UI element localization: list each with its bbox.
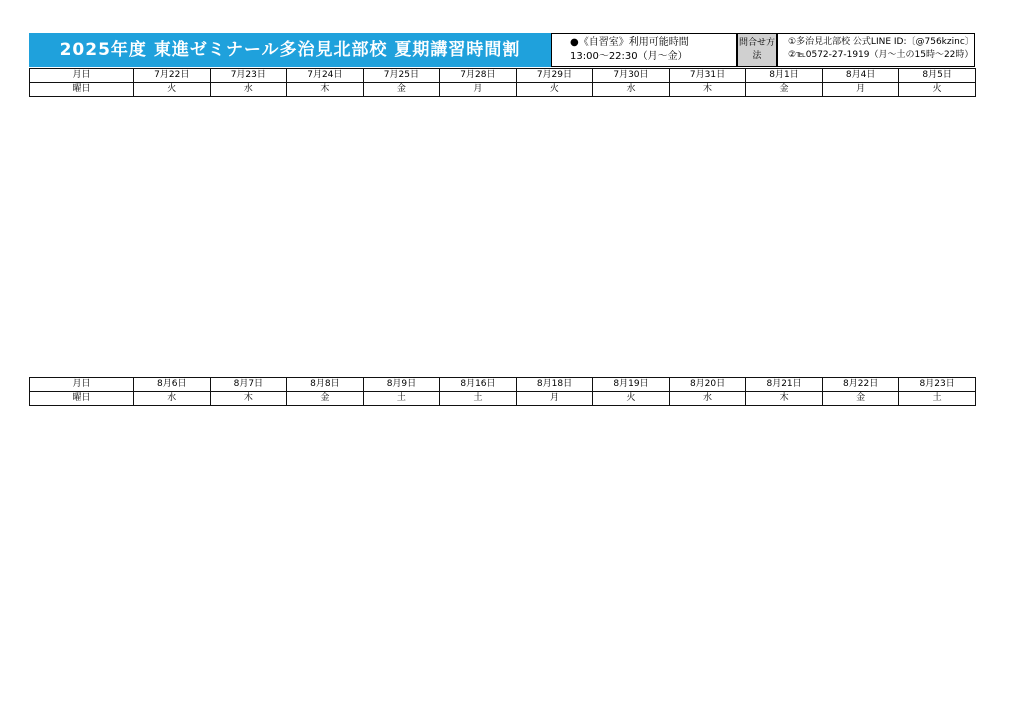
date-row: [30, 378, 976, 392]
date-cell: 7月22日: [134, 69, 211, 83]
schedule-table-2: [29, 377, 976, 406]
day-row: [30, 83, 976, 97]
day-cell: 金: [746, 83, 823, 97]
date-cell: 8月8日: [287, 378, 364, 392]
day-cell: 木: [287, 83, 364, 97]
day-label: 曜日: [30, 83, 134, 97]
day-cell: 土: [440, 392, 517, 406]
date-cell: 8月18日: [516, 378, 593, 392]
day-cell: 木: [210, 392, 287, 406]
date-cell: 8月1日: [746, 69, 823, 83]
study-room-info: [551, 33, 737, 67]
day-cell: 水: [593, 83, 670, 97]
day-label: 曜日: [30, 392, 134, 406]
day-cell: 火: [134, 83, 211, 97]
date-cell: 8月23日: [899, 378, 976, 392]
study-room-hours: 13:00～22:30（月～金）: [570, 51, 688, 62]
day-row: [30, 392, 976, 406]
study-room-label: ●《自習室》利用可能時間: [570, 37, 689, 48]
page-title: 2025年度 東進ゼミナール多治見北部校 夏期講習時間割: [29, 33, 551, 67]
date-cell: 8月21日: [746, 378, 823, 392]
contact-label: 問合せ方法: [737, 33, 777, 67]
date-cell: 7月31日: [669, 69, 746, 83]
date-cell: 8月5日: [899, 69, 976, 83]
date-cell: 8月9日: [363, 378, 440, 392]
day-cell: 月: [822, 83, 899, 97]
day-cell: 月: [516, 392, 593, 406]
date-cell: 7月24日: [287, 69, 364, 83]
contact-info: [777, 33, 975, 67]
date-cell: 8月7日: [210, 378, 287, 392]
day-cell: 水: [210, 83, 287, 97]
day-cell: 木: [669, 83, 746, 97]
contact-phone: ②℡0572-27-1919（月～土の15時～22時）: [788, 50, 974, 60]
contact-line: ①多治見北部校 公式LINE ID:〔@756kzinc〕: [788, 37, 974, 47]
date-cell: 8月19日: [593, 378, 670, 392]
day-cell: 火: [899, 83, 976, 97]
day-cell: 金: [287, 392, 364, 406]
date-cell: 7月29日: [516, 69, 593, 83]
date-row: [30, 69, 976, 83]
date-cell: 8月4日: [822, 69, 899, 83]
day-cell: 金: [363, 83, 440, 97]
date-cell: 8月6日: [134, 378, 211, 392]
header: [29, 33, 975, 67]
date-cell: 7月30日: [593, 69, 670, 83]
date-cell: 7月28日: [440, 69, 517, 83]
date-cell: 7月23日: [210, 69, 287, 83]
day-cell: 土: [363, 392, 440, 406]
date-cell: 7月25日: [363, 69, 440, 83]
date-cell: 8月16日: [440, 378, 517, 392]
date-cell: 8月20日: [669, 378, 746, 392]
date-cell: 8月22日: [822, 378, 899, 392]
date-label: 月日: [30, 69, 134, 83]
day-cell: 水: [669, 392, 746, 406]
day-cell: 金: [822, 392, 899, 406]
day-cell: 木: [746, 392, 823, 406]
schedule-table-1: [29, 68, 976, 97]
day-cell: 火: [593, 392, 670, 406]
day-cell: 水: [134, 392, 211, 406]
day-cell: 月: [440, 83, 517, 97]
day-cell: 火: [516, 83, 593, 97]
date-label: 月日: [30, 378, 134, 392]
day-cell: 土: [899, 392, 976, 406]
